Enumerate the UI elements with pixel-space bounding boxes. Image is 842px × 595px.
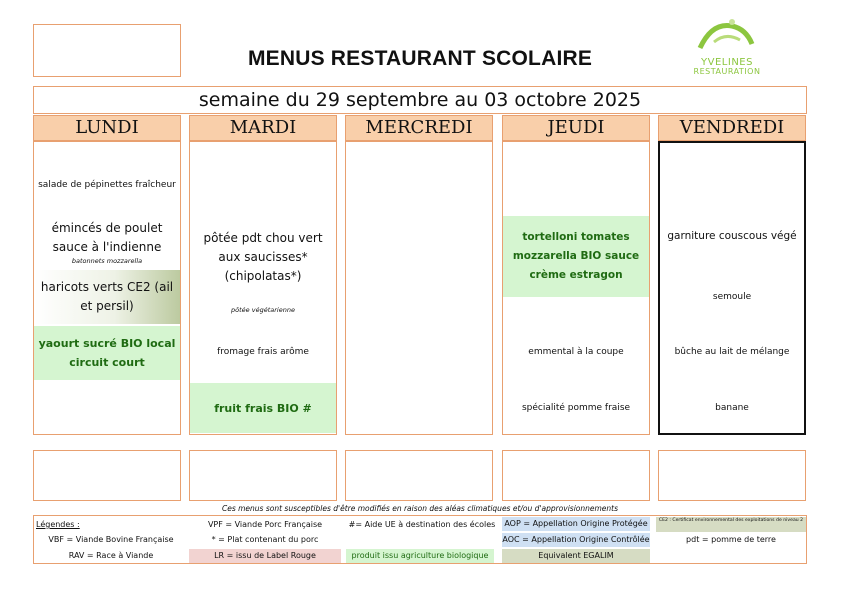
- legend-aop: AOP = Appellation Origine Protégée: [502, 517, 650, 531]
- vendredi-main-text: garniture couscous végé: [667, 229, 797, 242]
- extra-row-mercredi: [345, 450, 493, 501]
- day-column-mercredi: [345, 141, 493, 435]
- lundi-dairy: [34, 326, 180, 380]
- legend-ce2: CE2 : Certificat environnemental des exploitations de niveau 2: [656, 517, 806, 532]
- lundi-side-text: haricots verts CE2 (ail et persil): [40, 280, 174, 313]
- lundi-starter-text: salade de pépinettes fraîcheur: [38, 179, 176, 190]
- vendredi-side-text: semoule: [712, 291, 752, 302]
- logo-line-2: RESTAURATION: [693, 67, 761, 76]
- yvelines-logo: [686, 14, 768, 74]
- lundi-main: [34, 216, 180, 268]
- week-banner: semaine du 29 septembre au 03 octobre 2025: [33, 86, 807, 114]
- legend-lr: LR = issu de Label Rouge: [189, 549, 341, 563]
- legend-pdt: pdt = pomme de terre: [686, 535, 776, 544]
- legend-vbf: VBF = Viande Bovine Française: [48, 535, 174, 544]
- vendredi-side: [660, 287, 804, 307]
- day-header-lundi: LUNDI: [33, 115, 181, 141]
- day-header-mardi: MARDI: [189, 115, 337, 141]
- mardi-main-alt: pôtée végétarienne: [231, 305, 295, 314]
- legend-aoc: AOC = Appellation Origine Contrôlée: [502, 533, 650, 547]
- lundi-main-text: émincés de poulet sauce à l'indienne: [51, 220, 163, 254]
- mardi-main-text: pôtée pdt chou vert aux saucisses* (chipolatas*): [203, 230, 323, 283]
- jeudi-main: [503, 216, 649, 297]
- day-header-jeudi: JEUDI: [502, 115, 650, 141]
- logo-mark-icon: [686, 14, 768, 54]
- lundi-dairy-text: yaourt sucré BIO local circuit court: [38, 337, 176, 369]
- vendredi-dairy: [660, 342, 804, 362]
- mardi-dessert: [190, 383, 336, 433]
- extra-row-mardi: [189, 450, 337, 501]
- jeudi-dairy-text: emmental à la coupe: [528, 346, 624, 357]
- day-header-vendredi: VENDREDI: [658, 115, 806, 141]
- vendredi-dessert-text: banane: [715, 402, 749, 413]
- mardi-main-alt-cell: [190, 304, 336, 316]
- legend-vpf: VPF = Viande Porc Française: [207, 520, 323, 529]
- vendredi-main: [660, 226, 804, 246]
- extra-row-vendredi: [658, 450, 806, 501]
- legend-porc: * = Plat contenant du porc: [211, 535, 319, 544]
- mardi-dairy: [190, 342, 336, 362]
- jeudi-dessert-text: spécialité pomme fraise: [521, 402, 631, 413]
- lundi-side: [34, 270, 180, 324]
- menu-notice: Ces menus sont susceptibles d'être modifiés en raison des aléas climatiques et/ou d'approvisionnements: [221, 504, 619, 513]
- page-title: MENUS RESTAURANT SCOLAIRE: [247, 47, 593, 70]
- legend-title: Légendes :: [36, 520, 80, 529]
- lundi-starter: [34, 174, 180, 196]
- mardi-dairy-text: fromage frais arôme: [217, 346, 309, 357]
- legend-egalim: Equivalent EGALIM: [502, 549, 650, 563]
- legend-table: [33, 515, 807, 564]
- legend-aide: #= Aide UE à destination des écoles: [348, 520, 496, 529]
- jeudi-dairy: [503, 342, 649, 362]
- vendredi-dessert: [660, 398, 804, 418]
- day-header-mercredi: MERCREDI: [345, 115, 493, 141]
- jeudi-dessert: [503, 398, 649, 418]
- mardi-main: [190, 230, 336, 283]
- extra-row-jeudi: [502, 450, 650, 501]
- logo-line-1: YVELINES: [701, 57, 753, 68]
- legend-rav: RAV = Race à Viande: [68, 551, 154, 560]
- lundi-main-alt: batonnets mozzarella: [71, 256, 143, 265]
- extra-row-lundi: [33, 450, 181, 501]
- mardi-dessert-text: fruit frais BIO #: [214, 401, 312, 415]
- jeudi-main-text: tortelloni tomates mozzarella BIO sauce crème estragon: [512, 231, 640, 281]
- vendredi-dairy-text: bûche au lait de mélange: [674, 346, 790, 357]
- header-left-box: [33, 24, 181, 77]
- legend-bio: produit issu agriculture biologique: [346, 549, 494, 563]
